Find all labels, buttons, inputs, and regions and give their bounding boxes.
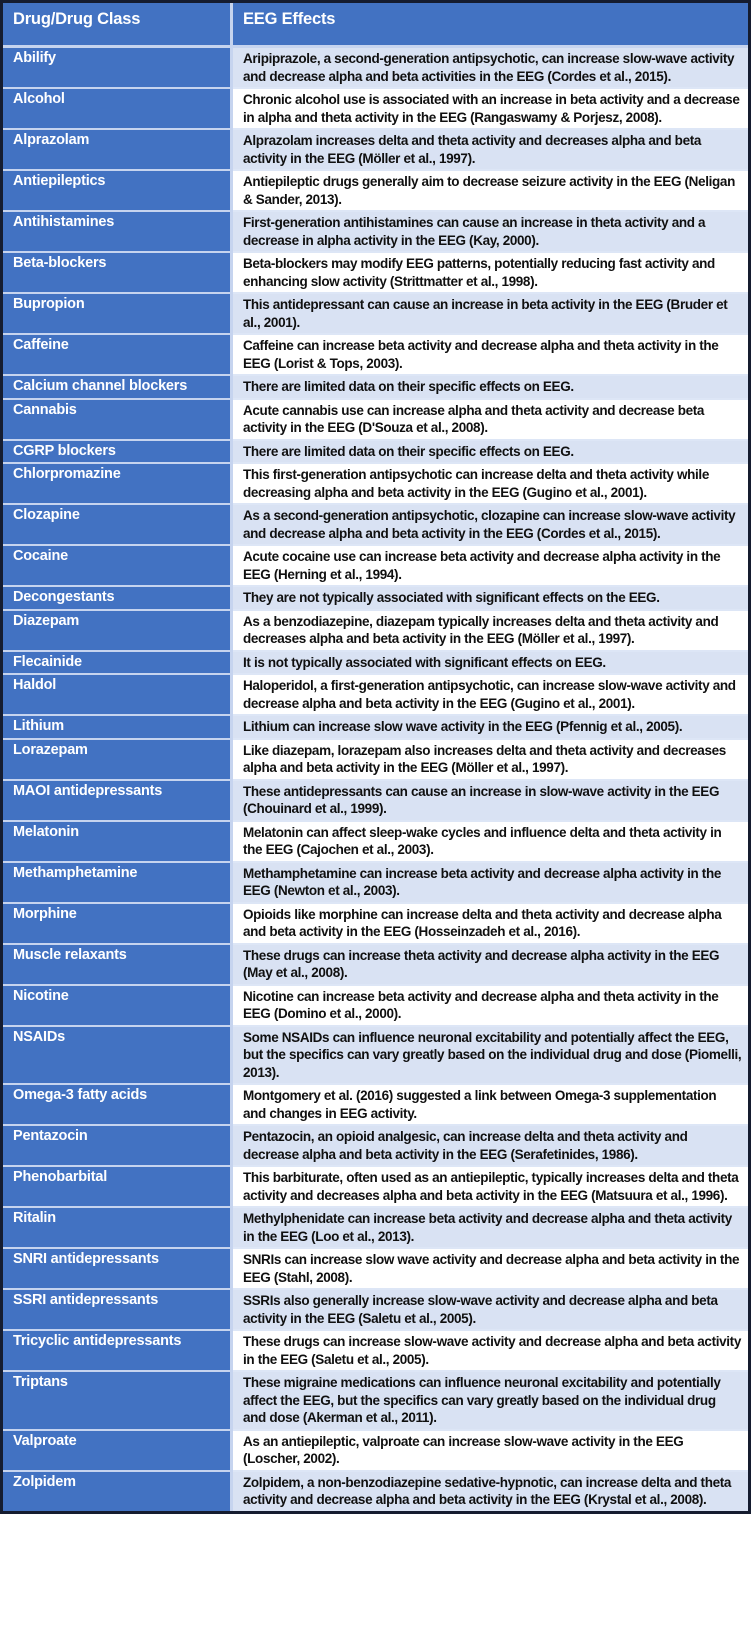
eeg-effect-cell: Aripiprazole, a second-generation antipsychotic, can increase slow-wave activity and decrease alpha and beta activities in the EEG (Cordes et al., 2015). xyxy=(233,48,748,89)
table-row xyxy=(3,253,748,294)
drug-name-cell: Alprazolam xyxy=(3,130,233,171)
table-row xyxy=(3,1290,748,1331)
eeg-effect-cell: Acute cannabis use can increase alpha and theta activity and decrease beta activity in the EEG (D'Souza et al., 2008). xyxy=(233,400,748,441)
eeg-effect-cell: Some NSAIDs can influence neuronal excitability and potentially affect the EEG, but the specifics can vary greatly based on the individual drug and dose (Piomelli, 2013). xyxy=(233,1027,748,1086)
table-row xyxy=(3,587,748,611)
table-row xyxy=(3,441,748,465)
table-row xyxy=(3,1085,748,1126)
table-row xyxy=(3,335,748,376)
drug-name-cell: Decongestants xyxy=(3,587,233,611)
drug-name-cell: Phenobarbital xyxy=(3,1167,233,1208)
eeg-effect-cell: It is not typically associated with significant effects on EEG. xyxy=(233,652,748,676)
eeg-effect-cell: They are not typically associated with significant effects on the EEG. xyxy=(233,587,748,611)
table-row xyxy=(3,863,748,904)
drug-name-cell: Caffeine xyxy=(3,335,233,376)
drug-name-cell: Diazepam xyxy=(3,611,233,652)
drug-name-cell: Ritalin xyxy=(3,1208,233,1249)
eeg-effect-cell: Nicotine can increase beta activity and decrease alpha and theta activity in the EEG (Domino et al., 2000). xyxy=(233,986,748,1027)
eeg-effect-cell: As a benzodiazepine, diazepam typically increases delta and theta activity and decreases alpha and beta activity in the EEG (Möller et al., 1997). xyxy=(233,611,748,652)
table-header xyxy=(3,3,748,48)
table-row xyxy=(3,781,748,822)
drug-name-cell: Lorazepam xyxy=(3,740,233,781)
eeg-effect-cell: Methylphenidate can increase beta activity and decrease alpha and theta activity in the EEG (Loo et al., 2013). xyxy=(233,1208,748,1249)
drug-name-cell: Nicotine xyxy=(3,986,233,1027)
table-row xyxy=(3,1431,748,1472)
table-row xyxy=(3,740,748,781)
drug-name-cell: Abilify xyxy=(3,48,233,89)
eeg-effect-cell: SNRIs can increase slow wave activity and decrease alpha and beta activity in the EEG (Stahl, 2008). xyxy=(233,1249,748,1290)
table-row xyxy=(3,89,748,130)
table-row xyxy=(3,904,748,945)
drug-name-cell: Antiepileptics xyxy=(3,171,233,212)
column-header-eeg-effects: EEG Effects xyxy=(233,3,748,48)
eeg-effect-cell: These antidepressants can cause an increase in slow-wave activity in the EEG (Chouinard et al., 1999). xyxy=(233,781,748,822)
table-row xyxy=(3,1208,748,1249)
drug-name-cell: Haldol xyxy=(3,675,233,716)
eeg-effects-table xyxy=(3,3,748,1511)
eeg-effect-cell: These migraine medications can influence neuronal excitability and potentially affect the EEG, but the specifics can vary greatly based on the individual drug and dose (Akerman et al., 2011). xyxy=(233,1372,748,1431)
drug-name-cell: Pentazocin xyxy=(3,1126,233,1167)
drug-name-cell: CGRP blockers xyxy=(3,441,233,465)
table-row xyxy=(3,505,748,546)
eeg-effect-cell: As a second-generation antipsychotic, clozapine can increase slow-wave activity and decrease alpha and beta activity in the EEG (Cordes et al., 2015). xyxy=(233,505,748,546)
eeg-effect-cell: This first-generation antipsychotic can increase delta and theta activity while decreasing alpha and beta activity in the EEG (Gugino et al., 2001). xyxy=(233,464,748,505)
drug-name-cell: SNRI antidepressants xyxy=(3,1249,233,1290)
eeg-effect-cell: Methamphetamine can increase beta activity and decrease alpha activity in the EEG (Newton et al., 2003). xyxy=(233,863,748,904)
eeg-effect-cell: Lithium can increase slow wave activity in the EEG (Pfennig et al., 2005). xyxy=(233,716,748,740)
table-row xyxy=(3,1372,748,1431)
table-row xyxy=(3,822,748,863)
eeg-effect-cell: As an antiepileptic, valproate can increase slow-wave activity in the EEG (Loscher, 2002). xyxy=(233,1431,748,1472)
drug-name-cell: SSRI antidepressants xyxy=(3,1290,233,1331)
eeg-effect-cell: Caffeine can increase beta activity and decrease alpha and theta activity in the EEG (Lorist & Tops, 2003). xyxy=(233,335,748,376)
table-row xyxy=(3,1167,748,1208)
table-row xyxy=(3,130,748,171)
drug-name-cell: Alcohol xyxy=(3,89,233,130)
drug-name-cell: Calcium channel blockers xyxy=(3,376,233,400)
drug-name-cell: Cannabis xyxy=(3,400,233,441)
table-body xyxy=(3,48,748,1511)
table-row xyxy=(3,945,748,986)
eeg-effect-cell: Like diazepam, lorazepam also increases delta and theta activity and decreases alpha and beta activity in the EEG (Möller et al., 1997). xyxy=(233,740,748,781)
drug-name-cell: Bupropion xyxy=(3,294,233,335)
drug-name-cell: Lithium xyxy=(3,716,233,740)
table-row xyxy=(3,171,748,212)
column-header-drug-class: Drug/Drug Class xyxy=(3,3,233,48)
drug-name-cell: Omega-3 fatty acids xyxy=(3,1085,233,1126)
eeg-effect-cell: There are limited data on their specific effects on EEG. xyxy=(233,376,748,400)
eeg-effect-cell: These drugs can increase slow-wave activity and decrease alpha and beta activity in the EEG (Saletu et al., 2005). xyxy=(233,1331,748,1372)
eeg-effect-cell: Melatonin can affect sleep-wake cycles and influence delta and theta activity in the EEG (Cajochen et al., 2003). xyxy=(233,822,748,863)
eeg-effect-cell: Montgomery et al. (2016) suggested a link between Omega-3 supplementation and changes in EEG activity. xyxy=(233,1085,748,1126)
drug-name-cell: Triptans xyxy=(3,1372,233,1431)
drug-name-cell: Zolpidem xyxy=(3,1472,233,1511)
eeg-effect-cell: This antidepressant can cause an increase in beta activity in the EEG (Bruder et al., 2001). xyxy=(233,294,748,335)
table-row xyxy=(3,48,748,89)
table-row xyxy=(3,611,748,652)
table-row xyxy=(3,1472,748,1511)
eeg-effect-cell: Beta-blockers may modify EEG patterns, potentially reducing fast activity and enhancing slow activity (Strittmatter et al., 1998). xyxy=(233,253,748,294)
eeg-effect-cell: Pentazocin, an opioid analgesic, can increase delta and theta activity and decrease alpha and beta activity in the EEG (Serafetinides, 1986). xyxy=(233,1126,748,1167)
eeg-effect-cell: Opioids like morphine can increase delta and theta activity and decrease alpha and beta activity in the EEG (Hosseinzadeh et al., 2016). xyxy=(233,904,748,945)
drug-name-cell: Cocaine xyxy=(3,546,233,587)
table-row xyxy=(3,1126,748,1167)
table-row xyxy=(3,716,748,740)
drug-name-cell: Beta-blockers xyxy=(3,253,233,294)
eeg-effect-cell: First-generation antihistamines can cause an increase in theta activity and a decrease in alpha activity in the EEG (Kay, 2000). xyxy=(233,212,748,253)
table-row xyxy=(3,1249,748,1290)
table-row xyxy=(3,1331,748,1372)
drug-name-cell: Muscle relaxants xyxy=(3,945,233,986)
table-row xyxy=(3,1027,748,1086)
drug-name-cell: Tricyclic antidepressants xyxy=(3,1331,233,1372)
eeg-effect-cell: SSRIs also generally increase slow-wave activity and decrease alpha and beta activity in the EEG (Saletu et al., 2005). xyxy=(233,1290,748,1331)
drug-name-cell: Flecainide xyxy=(3,652,233,676)
eeg-effect-cell: Zolpidem, a non-benzodiazepine sedative-hypnotic, can increase delta and theta activity and decrease alpha and beta activity in the EEG (Krystal et al., 2008). xyxy=(233,1472,748,1511)
table-row xyxy=(3,376,748,400)
drug-name-cell: Morphine xyxy=(3,904,233,945)
table-row xyxy=(3,400,748,441)
eeg-effect-cell: Haloperidol, a first-generation antipsychotic, can increase slow-wave activity and decrease alpha and beta activity in the EEG (Gugino et al., 2001). xyxy=(233,675,748,716)
eeg-effect-cell: This barbiturate, often used as an antiepileptic, typically increases delta and theta activity and decreases alpha and beta activity in the EEG (Matsuura et al., 1996). xyxy=(233,1167,748,1208)
eeg-effect-cell: Chronic alcohol use is associated with an increase in beta activity and a decrease in alpha and theta activity in the EEG (Rangaswamy & Porjesz, 2008). xyxy=(233,89,748,130)
table-row xyxy=(3,212,748,253)
table-row xyxy=(3,294,748,335)
table-row xyxy=(3,546,748,587)
table-row xyxy=(3,986,748,1027)
drug-name-cell: Melatonin xyxy=(3,822,233,863)
drug-name-cell: Valproate xyxy=(3,1431,233,1472)
drug-name-cell: Antihistamines xyxy=(3,212,233,253)
eeg-effect-cell: Antiepileptic drugs generally aim to decrease seizure activity in the EEG (Neligan & Sander, 2013). xyxy=(233,171,748,212)
table-row xyxy=(3,652,748,676)
eeg-effect-cell: There are limited data on their specific effects on EEG. xyxy=(233,441,748,465)
drug-name-cell: Methamphetamine xyxy=(3,863,233,904)
eeg-effect-cell: These drugs can increase theta activity and decrease alpha activity in the EEG (May et al., 2008). xyxy=(233,945,748,986)
table-row xyxy=(3,675,748,716)
drug-name-cell: NSAIDs xyxy=(3,1027,233,1086)
header-row xyxy=(3,3,748,48)
eeg-effect-cell: Acute cocaine use can increase beta activity and decrease alpha activity in the EEG (Herning et al., 1994). xyxy=(233,546,748,587)
eeg-effect-cell: Alprazolam increases delta and theta activity and decreases alpha and beta activity in the EEG (Möller et al., 1997). xyxy=(233,130,748,171)
drug-name-cell: Chlorpromazine xyxy=(3,464,233,505)
drug-name-cell: MAOI antidepressants xyxy=(3,781,233,822)
table-row xyxy=(3,464,748,505)
drug-name-cell: Clozapine xyxy=(3,505,233,546)
